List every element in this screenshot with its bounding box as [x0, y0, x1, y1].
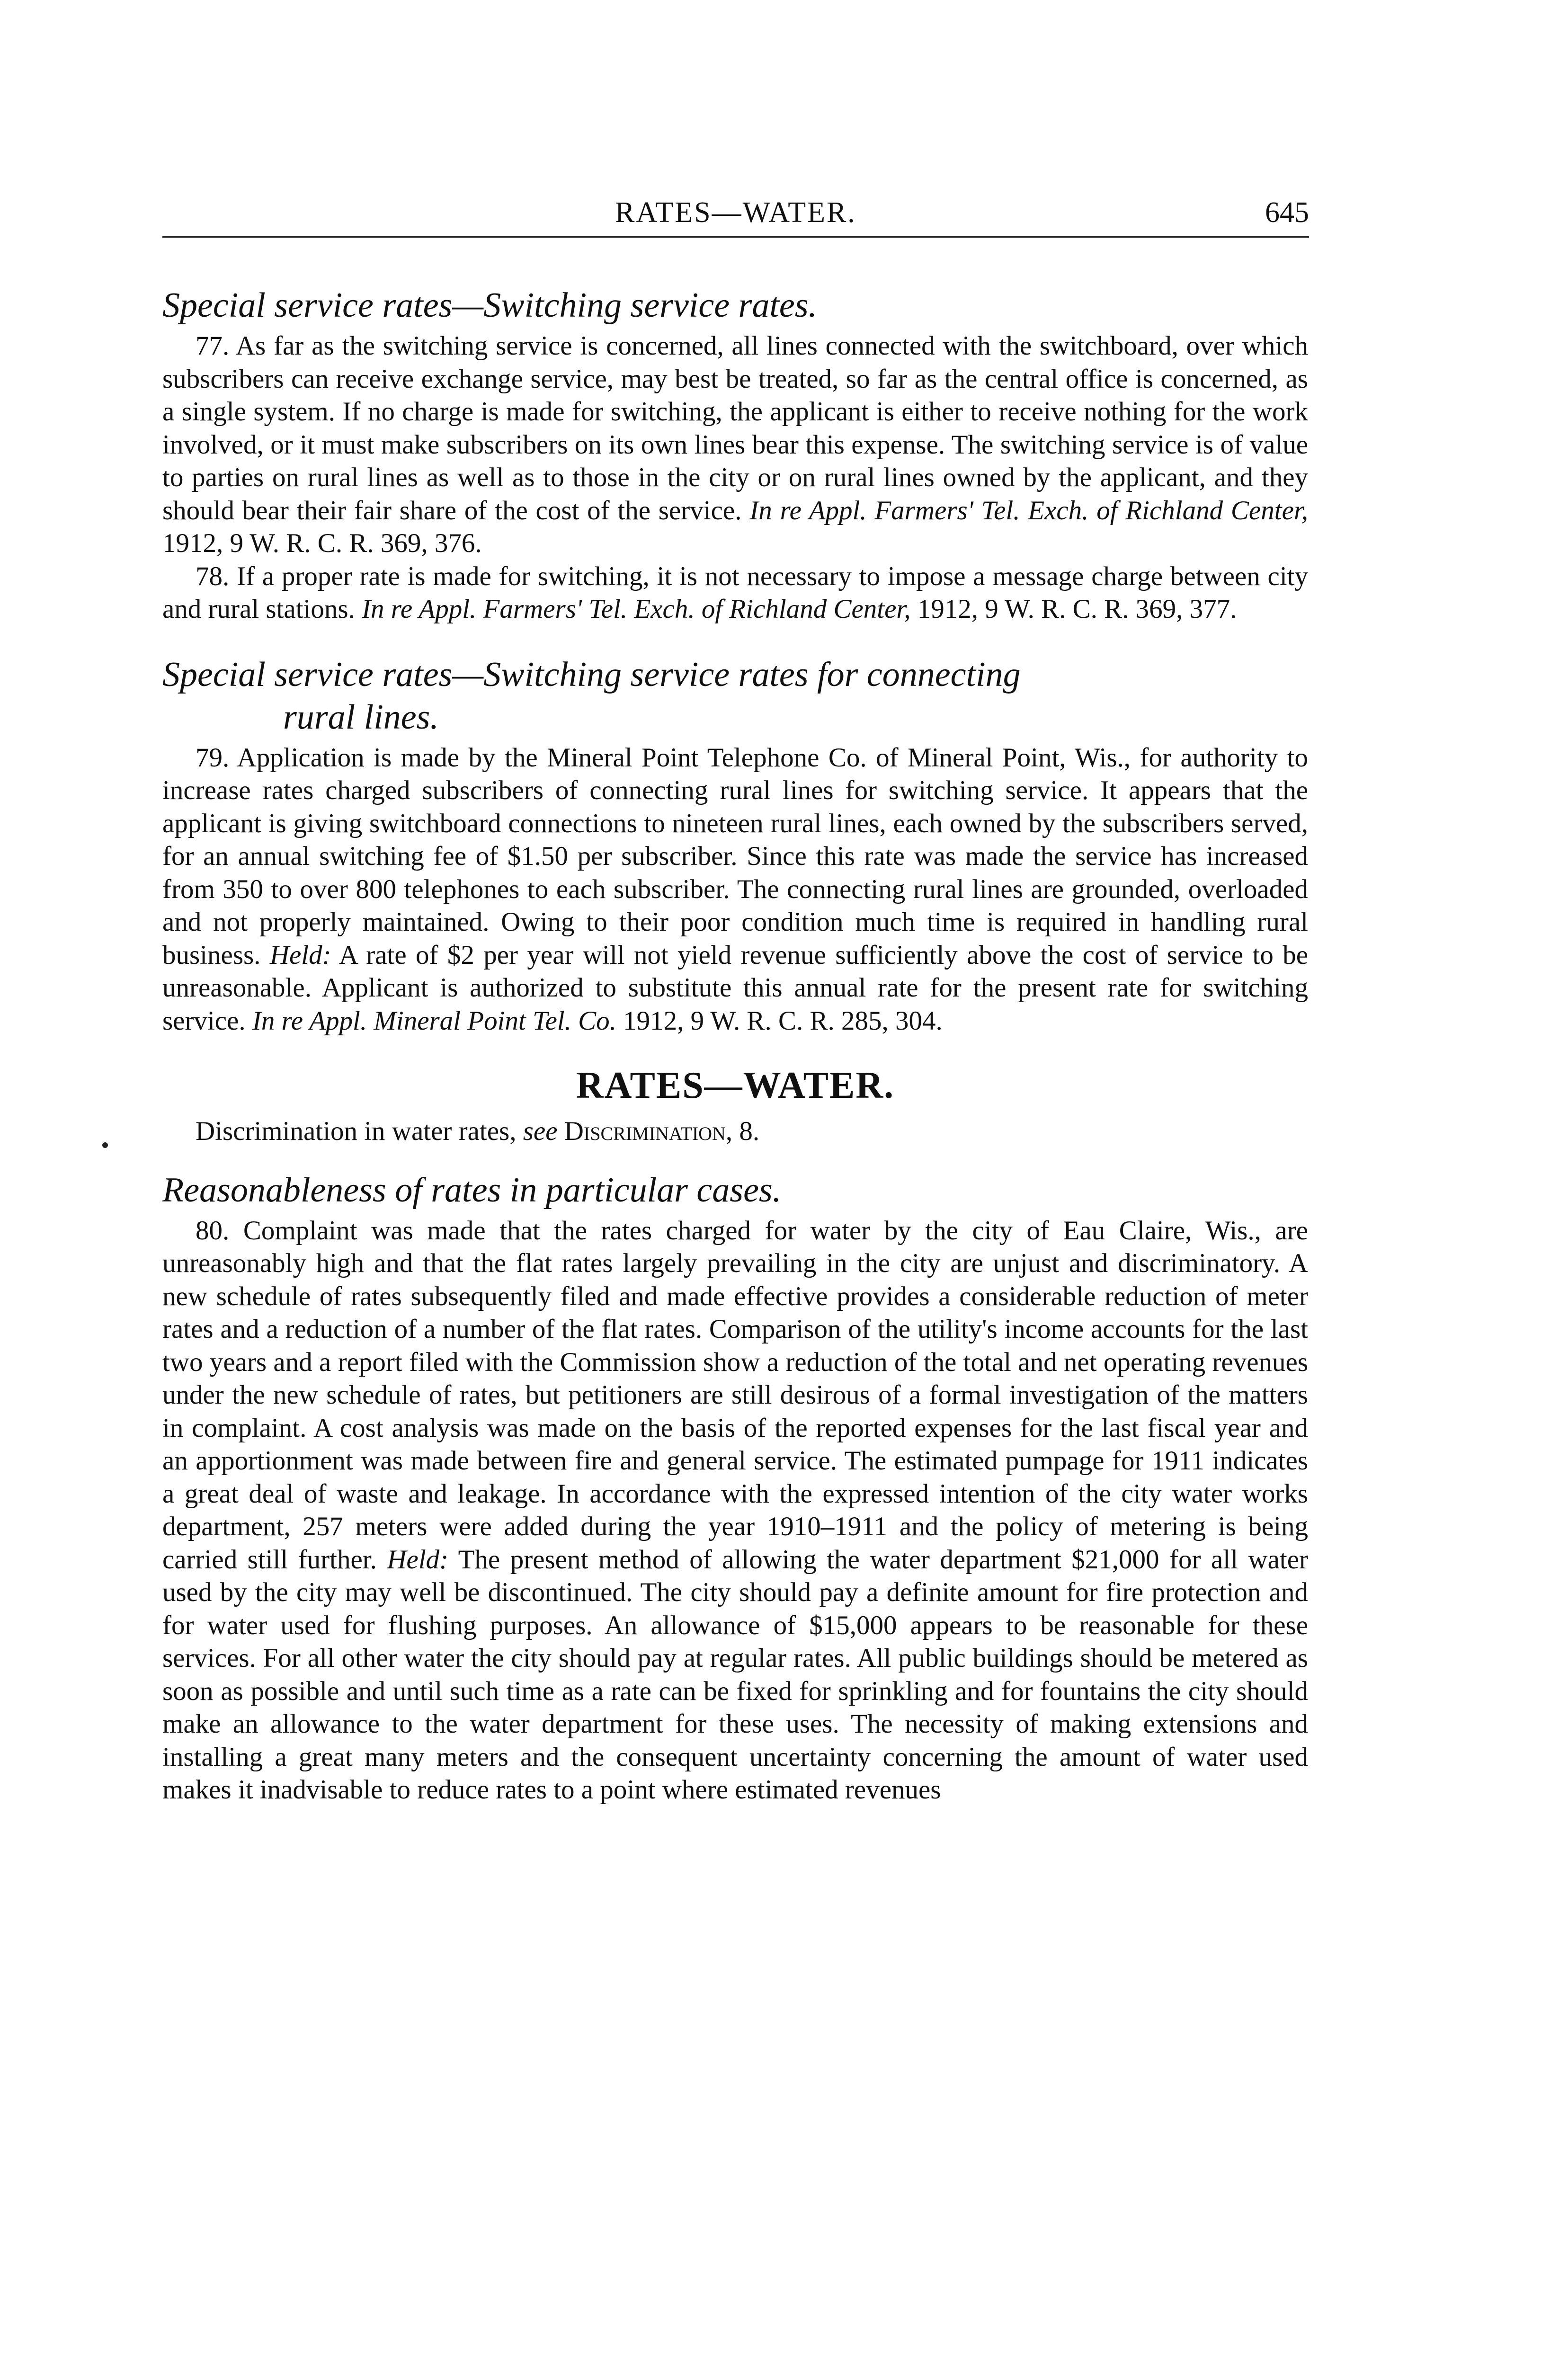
paragraph-79-text: 79. Application is made by the Mineral Point Telephone Co. of Mineral Point, Wis., for authority to increase rates charged subscribers of connecting rural lines for switching service. It appears that the applicant is giving switchboard connections to nineteen rural lines, each owned by the subscribers served, for an annual switching fee of $1.50 per subscriber. Since this rate was made the service has increased from 350 to over 800 telephones to each subscriber. The connecting rural lines are grounded, overloaded and not properly maintained. Owing to their poor condition much time is required in handling rural business. [162, 742, 1308, 970]
paragraph-79-citation: In re Appl. Mineral Point Tel. Co. [252, 1006, 616, 1036]
paragraph-77-text: 77. As far as the switching service is concerned, all lines connected with the switchboard, over which subscribers can receive exchange service, may best be treated, so far as the central office is concerned, as a single system. If no charge is made for switching, the applicant is either to receive nothing for the work involved, or it must make subscribers on its own lines bear this expense. The switching service is of value to parties on rural lines as well as to those in the city or on rural lines owned by the applicant, and they should bear their fair share of the cost of the service. [162, 331, 1308, 525]
paragraph-78-text: 78. If a proper rate is made for switching, it is not necessary to impose a message charge between city and rural stations. [162, 561, 1308, 624]
paragraph-77-ref: 1912, 9 W. R. C. R. 369, 376. [162, 528, 482, 558]
paragraph-78-citation: In re Appl. Farmers' Tel. Exch. of Richland Center, [362, 594, 911, 624]
paragraph-79-held-label: Held: [269, 940, 331, 970]
section-heading-rural-lines [162, 653, 1308, 739]
margin-mark [102, 1142, 108, 1148]
running-header [162, 193, 1309, 238]
paragraph-79 [162, 741, 1308, 1038]
paragraph-79-ref: 1912, 9 W. R. C. R. 285, 304. [616, 1006, 943, 1036]
section-heading-rural-lines-line1: Special service rates—Switching service rates for connecting [162, 655, 1021, 694]
section-heading-reasonableness: Reasonableness of rates in particular cases. [162, 1170, 782, 1210]
cross-reference-see: see [523, 1116, 558, 1146]
paragraph-77-citation: In re Appl. Farmers' Tel. Exch. of Richland Center, [749, 495, 1308, 525]
section-title-rates-water: RATES—WATER. [576, 1065, 895, 1106]
cross-reference-pre: Discrimination in water rates, [196, 1116, 523, 1146]
cross-reference-post: , 8. [725, 1116, 760, 1146]
paragraph-80-held-text: The present method of allowing the water department $21,000 for all water used by the city may well be discontinued. The city should pay a definite amount for fire protection and for water used for flushing purposes. An allowance of $15,000 appears to be reasonable for these services. For all other water the city should pay at regular rates. All public buildings should be metered as soon as possible and until such time as a rate can be fixed for sprinkling and for fountains the city should make an allowance to the water department for these uses. The necessity of making extensions and installing a great many meters and the consequent uncertainty concerning the amount of water used makes it inadvisable to reduce rates to a point where estimated revenues [162, 1544, 1308, 1805]
section-heading-switching: Special service rates—Switching service rates. [162, 286, 818, 325]
cross-reference-line [162, 1115, 1308, 1148]
paragraph-78 [162, 560, 1308, 626]
paragraph-79-held-text: A rate of $2 per year will not yield revenue sufficiently above the cost of service to be unreasonable. Applicant is authorized to substitute this annual rate for the present rate for switching service. [162, 940, 1308, 1036]
paragraph-80-text: 80. Complaint was made that the rates charged for water by the city of Eau Claire, Wis., are unreasonably high and that the flat rates largely prevailing in the city are unjust and discriminatory. A new schedule of rates subsequently filed and made effective provides a considerable reduction of meter rates and a reduction of a number of the flat rates. Comparison of the utility's income accounts for the last two years and a report filed with the Commission show a reduction of the total and net operating revenues under the new schedule of rates, but petitioners are still desirous of a formal investigation of the matters in complaint. A cost analysis was made on the basis of the reported expenses for the last fiscal year and an apportionment was made between fire and general service. The estimated pumpage for 1911 indicates a great deal of waste and leakage. In accordance with the expressed intention of the city water works department, 257 meters were added during the year 1910–1911 and the policy of metering is being carried still further. [162, 1215, 1308, 1575]
paragraph-77 [162, 329, 1308, 560]
paragraph-80-held-label: Held: [387, 1544, 449, 1575]
section-heading-rural-lines-line2: rural lines. [283, 697, 439, 737]
paragraph-80 [162, 1214, 1308, 1806]
page-number: 645 [1265, 196, 1309, 229]
paragraph-78-ref: 1912, 9 W. R. C. R. 369, 377. [910, 594, 1237, 624]
running-title: RATES—WATER. [615, 196, 856, 229]
cross-reference-target: Discrimination [564, 1116, 726, 1146]
page-body [162, 284, 1308, 1806]
